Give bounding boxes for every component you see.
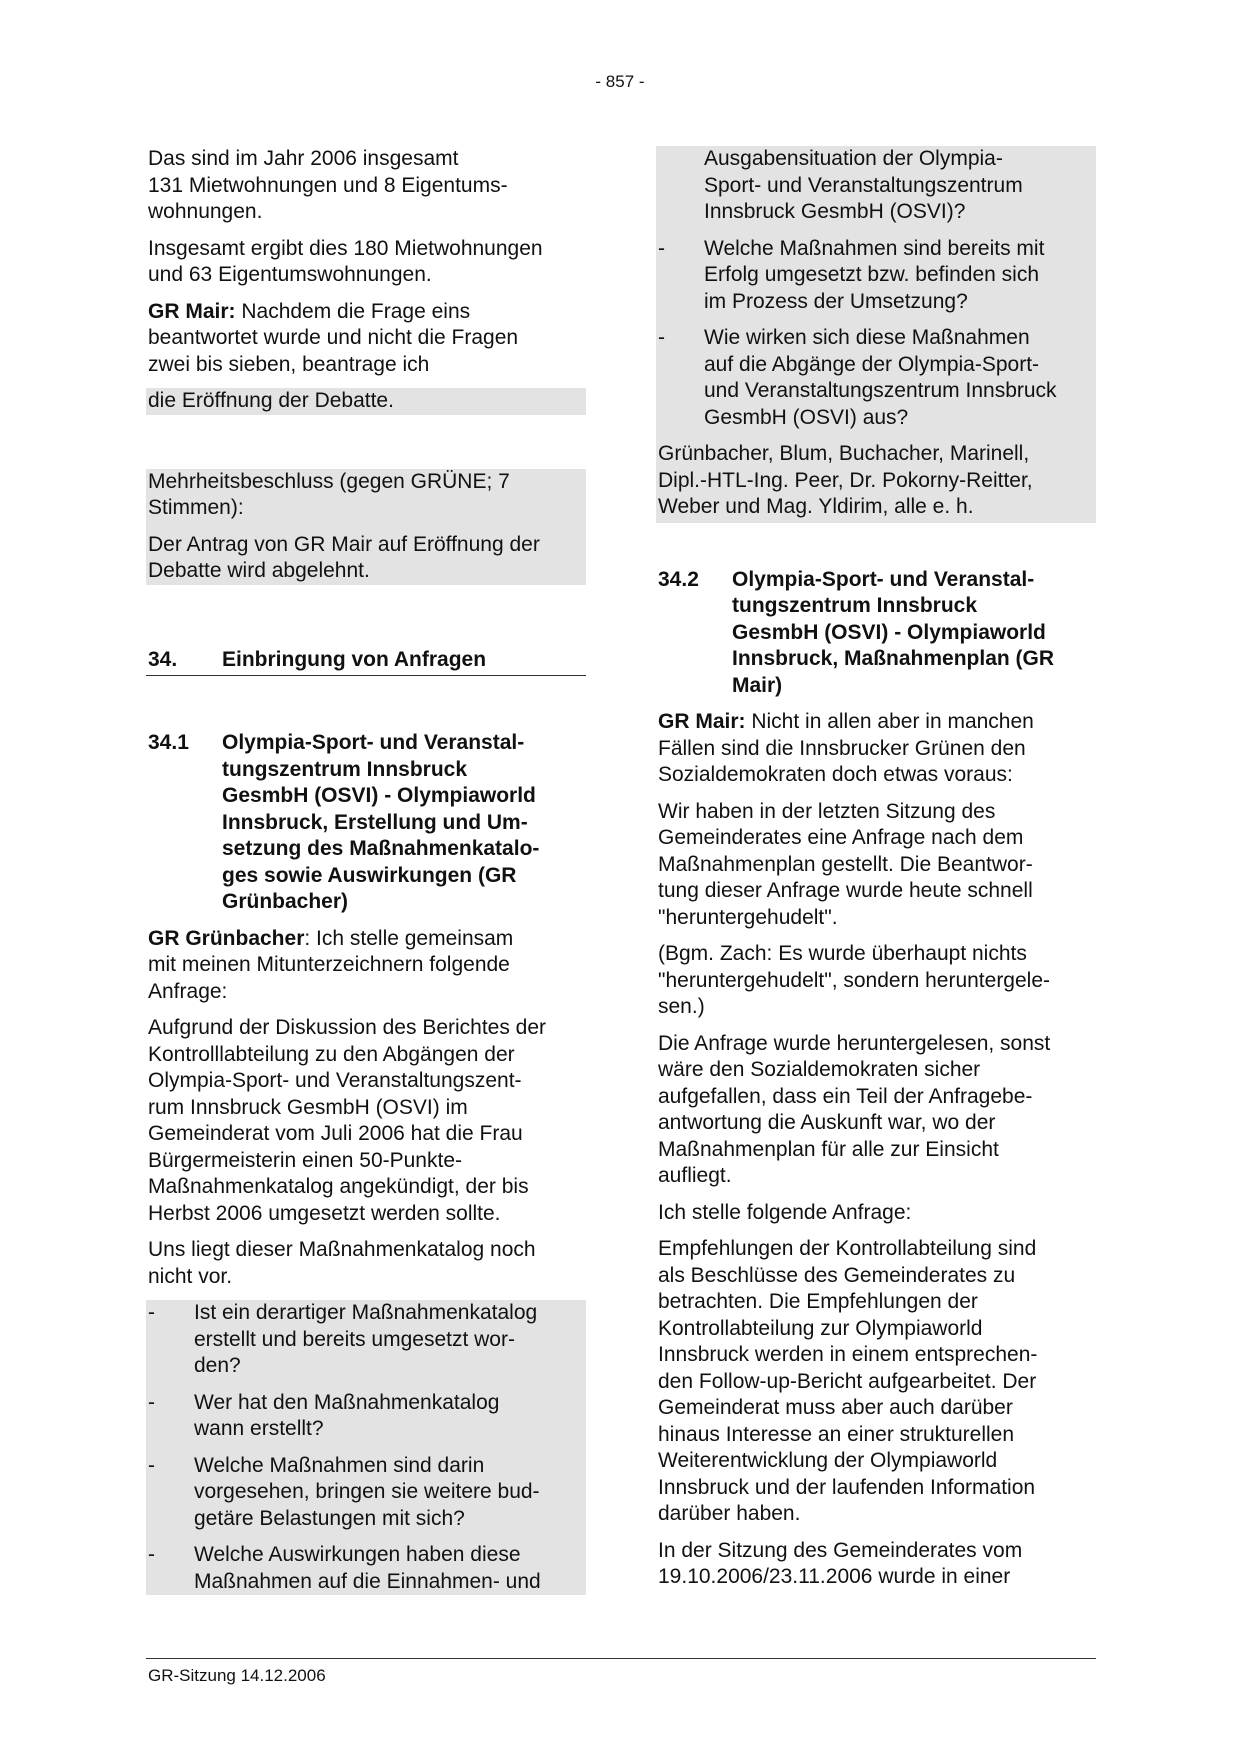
signers: Grünbacher, Blum, Buchacher, Marinell, Dipl.-HTL-Ing. Peer, Dr. Pokorny-Reitter, Weber und Mag. Yldirim, alle e. h. [658,442,1033,518]
list-item: - Welche Auswirkungen haben diese Maßnahmen auf die Einnahmen- und [148,1543,541,1593]
spacer [656,523,1096,567]
list-item: - Wer hat den Maßnahmenkatalog wann erstellt? [148,1390,500,1440]
page-number: - 857 - [595,72,645,91]
section-heading-34-2: 34.2 Olympia-Sport- und Veranstal- tungszentrum Innsbruck GesmbH (OSVI) - Olympiaworld Innsbruck, Maßnahmenplan (GR Mair) [658,567,1055,697]
paragraph: Das sind im Jahr 2006 insgesamt 131 Mietwohnungen und 8 Eigentums- wohnungen. [148,147,508,223]
question-list [146,1300,586,1595]
paragraph: Ich stelle folgende Anfrage: [658,1200,912,1224]
shaded-paragraph: die Eröffnung der Debatte. [146,388,586,415]
paragraph: In der Sitzung des Gemeinderates vom 19.10.2006/23.11.2006 wurde in einer [658,1538,1023,1588]
list-item: - Ist ein derartiger Maßnahmenkatalog erstellt und bereits umgesetzt wor- den? [148,1301,538,1377]
list-item: - Wie wirken sich diese Maßnahmen auf die Abgänge der Olympia-Sport- und Veranstaltungszentrum Innsbruck GesmbH (OSVI) aus? [658,326,1057,429]
paragraph: Insgesamt ergibt dies 180 Mietwohnungen und 63 Eigentumswohnungen. [148,236,543,286]
paragraph: Die Anfrage wurde heruntergelesen, sonst wäre den Sozialdemokraten sicher aufgefallen, dass ein Teil der Anfragebe- antwortung die Auskunft war, wo der Maßnahmenplan für alle zur Einsicht aufliegt. [658,1031,1051,1187]
spacer [146,686,586,730]
speaker-paragraph: GR Mair: Nachdem die Frage eins beantwortet wurde und nicht die Fragen zwei bis sieben, beantrage ich [148,299,519,376]
interjection: (Bgm. Zach: Es wurde überhaupt nichts "heruntergehudelt", sondern heruntergele- sen.) [658,942,1051,1018]
question-list-continued [656,146,1096,523]
section-heading-34-1: 34.1 Olympia-Sport- und Veranstal- tungszentrum Innsbruck GesmbH (OSVI) - Olympiaworld Innsbruck, Erstellung und Um- setzung des Maßnahmenkatalo- ges sowie Auswirkungen (GR Grünbacher) [148,731,540,913]
resolution-title: Mehrheitsbeschluss (gegen GRÜNE; 7 Stimmen): [148,469,510,519]
list-item: - Welche Maßnahmen sind bereits mit Erfolg umgesetzt bzw. befinden sich im Prozess der Umsetzung? [658,236,1045,313]
list-item: Ausgabensituation der Olympia- Sport- und Veranstaltungszentrum Innsbruck GesmbH (OSVI)? [704,147,1023,223]
list-item: - Welche Maßnahmen sind darin vorgesehen, bringen sie weitere bud- getäre Belastungen mit sich? [148,1453,540,1530]
resolution-block [146,469,586,585]
speaker-name: GR Grünbacher [148,926,305,950]
left-column [146,146,586,1595]
speaker-paragraph: GR Grünbacher: Ich stelle gemeinsam mit meinen Mitunterzeichnern folgende Anfrage: [148,926,514,1003]
section-heading-34: 34. Einbringung von Anfragen [146,647,586,677]
right-column [656,146,1096,1601]
footer-divider [146,1658,1096,1659]
spacer [146,585,586,647]
paragraph: Uns liegt dieser Maßnahmenkatalog noch nicht vor. [148,1238,536,1288]
paragraph: Empfehlungen der Kontrollabteilung sind als Beschlüsse des Gemeinderates zu betrachten. Die Empfehlungen der Kontrollabteilung zur Olympiaworld Innsbruck werden in einem entsprechen- den Follow-up-Bericht aufgearbeitet. Der Gemeinderat muss aber auch darüber hinaus Interesse an einer strukturellen Weiterentwicklung der Olympiaworld Innsbruck und der laufenden Information darüber haben. [658,1237,1038,1525]
speaker-name: GR Mair: [658,710,746,733]
speaker-paragraph: GR Mair: Nicht in allen aber in manchen Fällen sind die Innsbrucker Grünen den Sozialdemokraten doch etwas voraus: [658,710,1034,786]
footer-text: GR-Sitzung 14.12.2006 [148,1666,326,1685]
speaker-name: GR Mair: [148,299,236,323]
spacer [146,425,586,469]
paragraph: Wir haben in der letzten Sitzung des Gemeinderates eine Anfrage nach dem Maßnahmenplan gestellt. Die Beantwor- tung dieser Anfrage wurde heute schnell "heruntergehudelt". [658,799,1033,929]
paragraph: Aufgrund der Diskussion des Berichtes der Kontrolllabteilung zu den Abgängen der Olympia-Sport- und Veranstaltungszent- rum Innsbruck GesmbH (OSVI) im Gemeinderat vom Juli 2006 hat die Frau Bürgermeisterin einen 50-Punkte- Maßnahmenkatalog angekündigt, der bis Herbst 2006 umgesetzt werden sollte. [148,1016,547,1225]
resolution-text: Der Antrag von GR Mair auf Eröffnung der Debatte wird abgelehnt. [148,532,540,582]
